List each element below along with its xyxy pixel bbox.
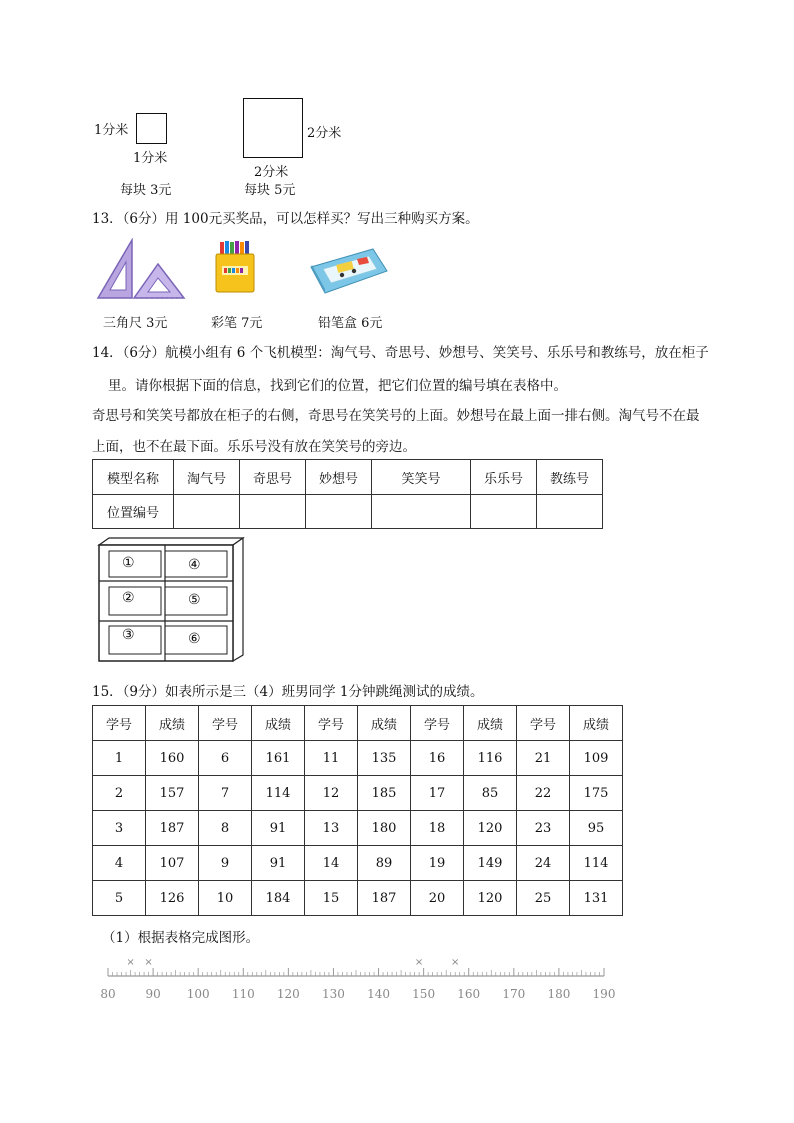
table-cell: 8 <box>199 811 252 846</box>
table-row <box>93 741 623 776</box>
number-line-label: 90 <box>145 987 161 1001</box>
cabinet-slot-5: ⑤ <box>188 592 201 608</box>
table-row <box>93 881 623 916</box>
question-15-sub-1: （1）根据表格完成图形。 <box>102 930 260 946</box>
small-tile-square <box>136 113 167 144</box>
question-13-text: 13．（6分）用 100元买奖品，可以怎样买？写出三种购买方案。 <box>92 211 479 227</box>
table-cell: 23 <box>517 811 570 846</box>
large-tile-right-label: 2分米 <box>307 126 342 141</box>
table-cell: 18 <box>411 811 464 846</box>
table-header-cell: 学号 <box>93 706 146 741</box>
score-number-line <box>96 954 616 1006</box>
cabinet-slot-2: ② <box>122 590 135 606</box>
table-header-cell: 学号 <box>517 706 570 741</box>
number-line-mark: × <box>451 957 460 968</box>
table-cell: 180 <box>358 811 411 846</box>
table-cell: 120 <box>464 881 517 916</box>
number-line-label: 130 <box>322 987 345 1001</box>
jump-rope-score-table <box>92 705 623 916</box>
table-header-cell: 妙想号 <box>306 460 372 495</box>
table-cell: 157 <box>146 776 199 811</box>
answer-cell[interactable] <box>240 495 306 529</box>
number-line-label: 140 <box>367 987 390 1001</box>
table-header-cell: 奇思号 <box>240 460 306 495</box>
set-square-icon <box>96 238 188 300</box>
large-tile-price: 每块 5元 <box>244 183 296 198</box>
table-cell: 184 <box>252 881 305 916</box>
large-tile-square <box>243 98 303 158</box>
row-label: 位置编号 <box>93 495 174 529</box>
question-14-line-4: 上面，也不在最下面。乐乐号没有放在笑笑号的旁边。 <box>92 439 416 455</box>
table-cell: 91 <box>252 846 305 881</box>
crayon-box-icon <box>212 240 258 294</box>
table-row <box>93 846 623 881</box>
table-header-cell: 成绩 <box>358 706 411 741</box>
table-cell: 12 <box>305 776 358 811</box>
cabinet-slot-4: ④ <box>188 557 201 573</box>
number-line-label: 160 <box>457 987 481 1001</box>
question-14-line-2: 里。请你根据下面的信息，找到它们的位置，把它们位置的编号填在表格中。 <box>108 378 567 394</box>
table-header-cell: 模型名称 <box>93 460 174 495</box>
table-cell: 13 <box>305 811 358 846</box>
table-cell: 160 <box>146 741 199 776</box>
question-15-text: 15．（9分）如表所示是三（4）班男同学 1分钟跳绳测试的成绩。 <box>92 684 484 700</box>
table-cell: 19 <box>411 846 464 881</box>
table-cell: 7 <box>199 776 252 811</box>
table-cell: 24 <box>517 846 570 881</box>
table-cell: 116 <box>464 741 517 776</box>
number-line-label: 180 <box>547 987 571 1001</box>
table-cell: 25 <box>517 881 570 916</box>
table-cell: 14 <box>305 846 358 881</box>
table-cell: 1 <box>93 741 146 776</box>
number-line-label: 80 <box>100 987 116 1001</box>
set-square-label: 三角尺 3元 <box>103 316 168 331</box>
answer-cell[interactable] <box>372 495 471 529</box>
number-line-mark: × <box>126 957 135 968</box>
model-position-table <box>92 459 603 529</box>
table-cell: 91 <box>252 811 305 846</box>
table-cell: 107 <box>146 846 199 881</box>
table-cell: 95 <box>570 811 623 846</box>
table-cell: 131 <box>570 881 623 916</box>
number-line-mark: × <box>414 957 424 968</box>
answer-cell[interactable] <box>537 495 603 529</box>
table-cell: 109 <box>570 741 623 776</box>
table-header-cell: 成绩 <box>146 706 199 741</box>
number-line-label: 170 <box>502 987 526 1001</box>
small-tile-price: 每块 3元 <box>120 183 172 198</box>
table-header-cell: 笑笑号 <box>372 460 471 495</box>
question-14-line-3: 奇思号和笑笑号都放在柜子的右侧，奇思号在笑笑号的上面。妙想号在最上面一排右侧。淘气号不在最 <box>92 408 700 424</box>
table-cell: 114 <box>252 776 305 811</box>
answer-cell[interactable] <box>174 495 240 529</box>
table-cell: 10 <box>199 881 252 916</box>
table-cell: 3 <box>93 811 146 846</box>
pencil-case-icon <box>309 245 389 297</box>
table-cell: 85 <box>464 776 517 811</box>
table-cell: 4 <box>93 846 146 881</box>
small-tile-left-label: 1分米 <box>94 123 129 138</box>
table-cell: 135 <box>358 741 411 776</box>
table-cell: 9 <box>199 846 252 881</box>
table-cell: 187 <box>146 811 199 846</box>
number-line-mark: × <box>144 957 153 968</box>
number-line-label: 190 <box>592 987 616 1001</box>
table-cell: 2 <box>93 776 146 811</box>
table-header-cell: 成绩 <box>570 706 623 741</box>
question-14-line-1: 14．（6分）航模小组有 6 个飞机模型：淘气号、奇思号、妙想号、笑笑号、乐乐号和教练号，放在柜子 <box>92 345 709 361</box>
table-header-cell: 学号 <box>305 706 358 741</box>
table-cell: 120 <box>464 811 517 846</box>
table-cell: 187 <box>358 881 411 916</box>
table-header-cell: 淘气号 <box>174 460 240 495</box>
cabinet-slot-1: ① <box>122 555 135 571</box>
table-header-cell: 学号 <box>199 706 252 741</box>
table-cell: 17 <box>411 776 464 811</box>
cabinet-slot-6: ⑥ <box>188 631 201 647</box>
table-header-cell: 成绩 <box>464 706 517 741</box>
large-tile-bottom-label: 2分米 <box>254 165 289 180</box>
table-cell: 126 <box>146 881 199 916</box>
table-cell: 185 <box>358 776 411 811</box>
table-cell: 16 <box>411 741 464 776</box>
table-cell: 161 <box>252 741 305 776</box>
cabinet-slot-3: ③ <box>122 627 135 643</box>
number-line-label: 120 <box>276 987 300 1001</box>
number-line-label: 150 <box>412 987 436 1001</box>
table-cell: 11 <box>305 741 358 776</box>
table-header-cell: 乐乐号 <box>471 460 537 495</box>
table-cell: 15 <box>305 881 358 916</box>
answer-cell[interactable] <box>471 495 537 529</box>
table-cell: 149 <box>464 846 517 881</box>
table-cell: 21 <box>517 741 570 776</box>
table-cell: 20 <box>411 881 464 916</box>
table-row <box>93 776 623 811</box>
table-cell: 89 <box>358 846 411 881</box>
number-line-label: 100 <box>186 987 210 1001</box>
table-cell: 114 <box>570 846 623 881</box>
pencil-case-label: 铅笔盒 6元 <box>318 316 383 331</box>
table-header-cell: 学号 <box>411 706 464 741</box>
cabinet-drawing <box>93 537 247 663</box>
table-cell: 175 <box>570 776 623 811</box>
answer-cell[interactable] <box>306 495 372 529</box>
table-cell: 6 <box>199 741 252 776</box>
table-header-cell: 成绩 <box>252 706 305 741</box>
table-cell: 22 <box>517 776 570 811</box>
table-row <box>93 811 623 846</box>
table-cell: 5 <box>93 881 146 916</box>
crayon-box-label: 彩笔 7元 <box>211 316 263 331</box>
table-header-cell: 教练号 <box>537 460 603 495</box>
small-tile-bottom-label: 1分米 <box>133 151 168 166</box>
number-line-label: 110 <box>231 987 255 1001</box>
